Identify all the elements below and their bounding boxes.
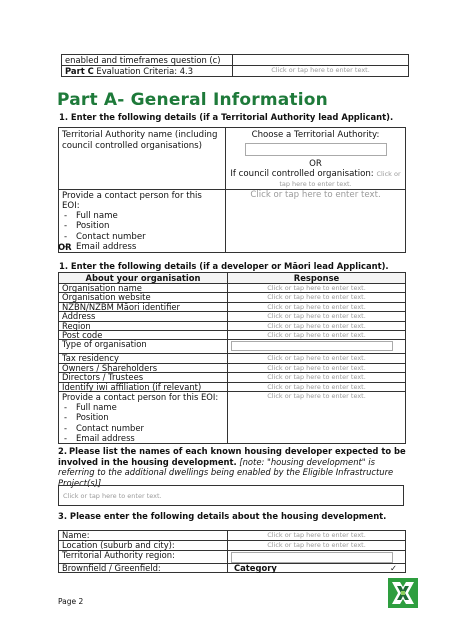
text-entry-field[interactable]: Click or tap here to enter text. xyxy=(228,293,406,302)
table-row: Tax residency Click or tap here to enter text. xyxy=(59,354,406,363)
text-entry-field[interactable]: Click or tap here to enter text. xyxy=(228,331,406,340)
table-row: Address Click or tap here to enter text. xyxy=(59,312,406,321)
contact-label: Provide a contact person for this EOI: xyxy=(62,191,202,211)
question-1-ta: 1. Enter the following details (if a Territorial Authority lead Applicant). xyxy=(59,112,394,122)
table-row: NZBN/NZBM Māori identifier Click or tap here to enter text. xyxy=(59,302,406,311)
text-entry-field[interactable]: Click or tap here to enter text. xyxy=(228,373,406,382)
list-item: - Full name xyxy=(64,402,224,412)
criteria-row-text: enabled and timeframes question (c) xyxy=(62,55,233,66)
table-row xyxy=(59,392,406,444)
column-header: About your organisation xyxy=(59,273,228,284)
list-item: - Contact number xyxy=(64,423,224,433)
text-entry-field[interactable]: Click or tap here to enter text. xyxy=(228,354,406,363)
question-3: 3. Please enter the following details about the housing development. xyxy=(58,511,387,521)
text-entry-field[interactable]: Click or tap here to enter text. xyxy=(228,284,406,293)
text-entry-field[interactable]: Click or tap here to enter text. xyxy=(233,66,409,77)
ta-region-dropdown[interactable] xyxy=(231,552,393,563)
page-title: Part A- General Information xyxy=(57,90,328,110)
table-row: Owners / Shareholders Click or tap here to enter text. xyxy=(59,363,406,372)
text-entry-field[interactable]: Click or tap here to enter text. xyxy=(228,540,406,550)
list-item: - Position xyxy=(64,221,222,231)
council-org-label: If council controlled organisation: xyxy=(230,169,374,179)
column-header: Response xyxy=(228,273,406,284)
developers-input-box[interactable]: Click or tap here to enter text. xyxy=(58,485,404,506)
contact-field[interactable]: Click or tap here to enter text. xyxy=(226,190,406,253)
text-entry-field[interactable]: Click or tap here to enter text. xyxy=(228,312,406,321)
table-row: Directors / Trustees Click or tap here to enter text. xyxy=(59,373,406,382)
contact-field[interactable]: Click or tap here to enter text. xyxy=(228,392,406,444)
developer-details-table xyxy=(58,272,406,444)
category-dropdown[interactable]: Category ✓ xyxy=(228,563,406,573)
contact-label: Provide a contact person for this EOI: xyxy=(62,392,219,403)
contact-list xyxy=(62,402,224,443)
text-entry-field[interactable]: Click or tap here to enter text. xyxy=(228,531,406,541)
list-item: - Email address xyxy=(64,242,222,252)
council-org-field[interactable]: Click or tap here to enter text. xyxy=(279,170,401,188)
question-2: 2. Please list the names of each known housing developer expected to be involved in the housing development. [note: "housing development" is referring to the additional dwellings being enabled by the Eligible Infrastructure Project(s)] xyxy=(58,446,406,488)
ta-name-label: Territorial Authority name (including council controlled organisations) xyxy=(59,128,226,190)
text-entry-field[interactable]: Click or tap here to enter text. xyxy=(228,382,406,391)
table-row: Name: Click or tap here to enter text. xyxy=(59,531,406,541)
question-1-developer: 1. Enter the following details (if a developer or Māori lead Applicant). xyxy=(59,261,389,271)
or-label: OR xyxy=(309,159,322,169)
page-number: Page 2 xyxy=(58,597,84,606)
top-criteria-table xyxy=(61,54,409,77)
checkmark-icon: ✓ xyxy=(389,562,397,573)
org-type-dropdown[interactable] xyxy=(231,341,393,351)
or-separator: OR xyxy=(58,242,72,252)
list-item: - Contact number xyxy=(64,232,222,242)
table-row: Region Click or tap here to enter text. xyxy=(59,321,406,330)
ta-dropdown[interactable] xyxy=(245,143,387,156)
text-entry-field[interactable]: Click or tap here to enter text. xyxy=(228,321,406,330)
list-item: - Position xyxy=(64,412,224,422)
table-row: Identify iwi affiliation (if relevant) Click or tap here to enter text. xyxy=(59,382,406,391)
text-entry-field[interactable]: Click or tap here to enter text. xyxy=(228,363,406,372)
choose-ta-label: Choose a Territorial Authority: xyxy=(251,130,380,140)
list-item: - Full name xyxy=(64,211,222,221)
logo-icon xyxy=(388,578,418,608)
table-row: Brownfield / Greenfield: Category ✓ xyxy=(59,563,406,573)
text-entry-field[interactable]: Click or tap here to enter text. xyxy=(228,302,406,311)
contact-list xyxy=(62,211,222,252)
table-row: Location (suburb and city): Click or tap here to enter text. xyxy=(59,540,406,550)
table-row: Organisation name Click or tap here to enter text. xyxy=(59,284,406,293)
criteria-row-text: Part C Evaluation Criteria: 4.3 xyxy=(62,66,233,77)
table-row: Post code Click or tap here to enter text. xyxy=(59,331,406,340)
table-row: Territorial Authority region: xyxy=(59,550,406,563)
table-row: Type of organisation xyxy=(59,340,406,354)
table-row: Organisation website Click or tap here to enter text. xyxy=(59,293,406,302)
ta-details-table xyxy=(58,127,406,253)
housing-development-table xyxy=(58,530,406,573)
list-item: - Email address xyxy=(64,433,224,443)
